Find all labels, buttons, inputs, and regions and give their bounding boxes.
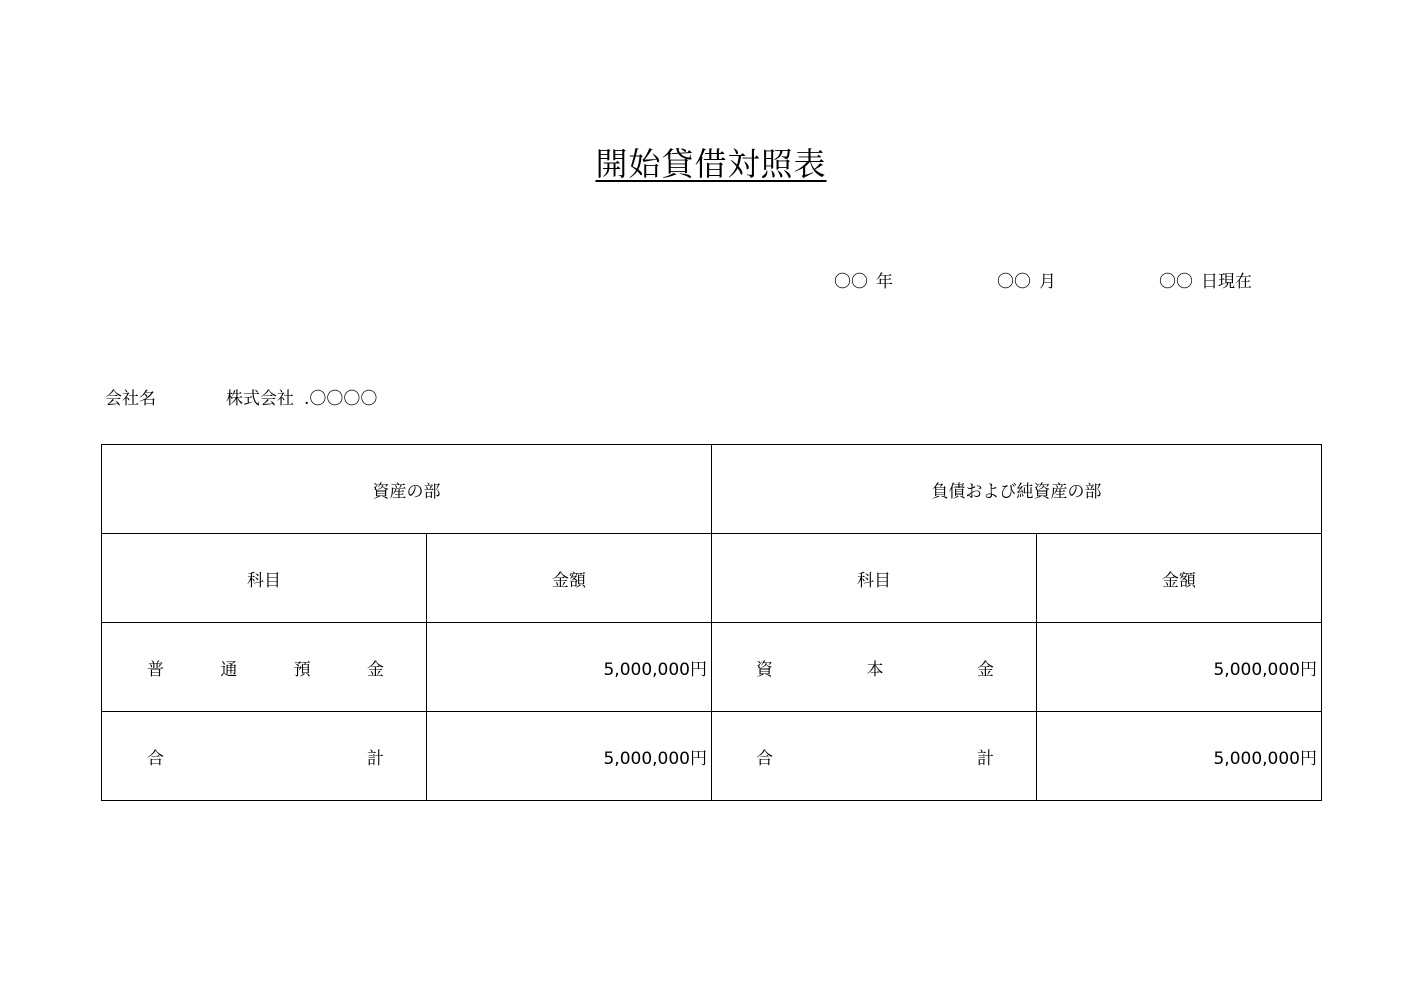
liability-total-label: 合 計 [756,748,994,769]
date-month [997,271,1056,293]
company-label: 会社名 [105,389,156,409]
asset-total-label: 合 計 [147,748,384,769]
assets-amount-header: 金額 [427,534,712,623]
assets-item-header: 科目 [102,534,427,623]
date-year-value: 〇〇 [834,272,868,292]
balance-sheet-table [101,444,1322,801]
date-month-unit: 月 [1039,272,1056,292]
asset-total-cell [102,712,427,801]
section-header-row [102,445,1322,534]
table-row [102,623,1322,712]
date-day-value: 〇〇 [1159,272,1193,292]
company-prefix: 株式会社 [226,389,294,409]
column-header-row [102,534,1322,623]
date-day [1159,271,1252,293]
liability-total-cell [712,712,1037,801]
liabilities-header: 負債および純資産の部 [712,445,1322,534]
liability-total-amount: 5,000,000円 [1037,712,1322,801]
date-month-value: 〇〇 [997,272,1031,292]
liability-amount-cell: 5,000,000円 [1037,623,1322,712]
liabilities-item-header: 科目 [712,534,1037,623]
document-title: 開始貸借対照表 [595,145,827,183]
date-day-unit: 日現在 [1201,272,1252,292]
company-name-value: .〇〇〇〇 [304,389,378,409]
liability-item-cell [712,623,1037,712]
liabilities-amount-header: 金額 [1037,534,1322,623]
company-name [226,388,377,410]
asset-item-label: 普 通 預 金 [147,659,384,680]
assets-header: 資産の部 [102,445,712,534]
asset-amount-cell: 5,000,000円 [427,623,712,712]
total-row [102,712,1322,801]
date-year-unit: 年 [876,272,893,292]
asset-total-amount: 5,000,000円 [427,712,712,801]
liability-item-label: 資 本 金 [756,659,994,680]
asset-item-cell [102,623,427,712]
date-year [834,271,893,293]
